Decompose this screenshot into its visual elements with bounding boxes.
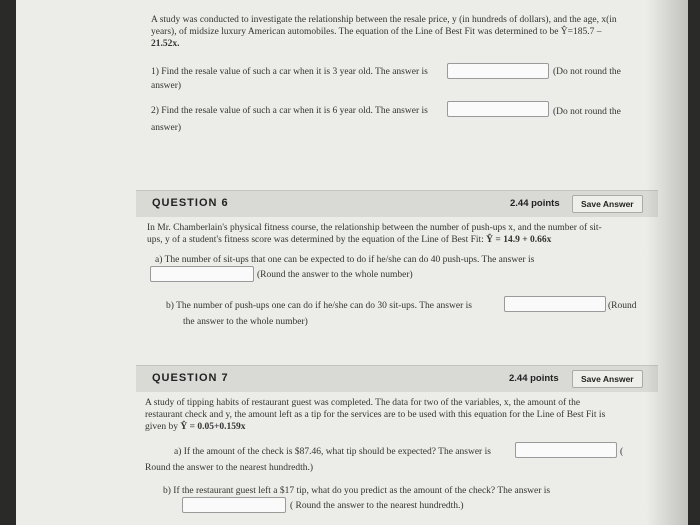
q5-part2-note: (Do not round the (553, 107, 621, 117)
q6-part-a-note: (Round the answer to the whole number) (257, 270, 413, 280)
q7-part-b-answer-input[interactable] (182, 497, 286, 513)
q5-intro-line3: 21.52x. (151, 39, 180, 49)
q6-part-a-text: a) The number of sit-ups that one can be expected to do if he/she can do 40 push-ups. The answer is (155, 255, 535, 265)
question-7-title: QUESTION 7 (152, 372, 229, 384)
q5-part1-text: 1) Find the resale value of such a car when it is 3 year old. The answer is (151, 67, 428, 77)
q5-intro (151, 14, 661, 50)
q6-intro-line2: ups, y of a student's fitness score was determined by the equation of the Line of Best Fit: (147, 235, 487, 245)
q5-part1-note: (Do not round the (553, 67, 621, 77)
q7-intro (145, 397, 659, 433)
question-7-save-button[interactable]: Save Answer (572, 370, 643, 388)
question-6-points: 2.44 points (510, 198, 560, 209)
q6-equation: Ŷ = 14.9 + 0.66x (486, 235, 552, 245)
assessment-page (16, 0, 688, 525)
q5-intro-line1: A study was conducted to investigate the relationship between the resale price, y (in hundreds of dollars), and the age, x(in (151, 15, 617, 25)
q5-intro-line2: years), of midsize luxury American automobiles. The equation of the Line of Best Fit was determined to be Ŷ=185.7 – (151, 27, 602, 37)
q6-part-b-note: (Round (608, 301, 637, 311)
q7-intro-line1: A study of tipping habits of restaurant guest was completed. The data for two of the variables, x, the amount of the (145, 398, 581, 408)
q7-part-b-note: ( Round the answer to the nearest hundredth.) (290, 501, 464, 511)
q6-part-a-answer-input[interactable] (150, 266, 254, 282)
question-6-save-button[interactable]: Save Answer (572, 195, 643, 213)
q5-part2-text: 2) Find the resale value of such a car when it is 6 year old. The answer is (151, 106, 428, 116)
q7-intro-line2: restaurant check and y, the amount left as a tip for the services are to be used with this equation for the Line of Best Fit is (145, 410, 606, 420)
q7-equation: Ŷ = 0.05+0.159x (180, 422, 246, 432)
q6-part-b-answer-input[interactable] (504, 296, 606, 312)
q5-part1-note-cont: answer) (151, 81, 182, 91)
q7-part-a-note: Round the answer to the nearest hundredth.) (145, 463, 314, 473)
q6-part-b-text: b) The number of push-ups one can do if he/she can do 30 sit-ups. The answer is (166, 301, 472, 311)
q7-part-a-answer-input[interactable] (515, 442, 617, 458)
question-7-points: 2.44 points (509, 373, 559, 384)
q7-part-b-text: b) If the restaurant guest left a $17 tip, what do you predict as the amount of the check? The answer is (163, 486, 551, 496)
question-6-title: QUESTION 6 (152, 197, 229, 209)
q7-intro-line3: given by (145, 422, 181, 432)
question-6-header (136, 190, 658, 217)
q5-part2-note-cont: answer) (151, 123, 182, 133)
q7-part-a-text: a) If the amount of the check is $87.46, what tip should be expected? The answer is (174, 447, 491, 457)
q6-intro (147, 222, 659, 246)
q5-part2-answer-input[interactable] (447, 101, 549, 117)
question-7-header (136, 365, 658, 392)
q5-part1-answer-input[interactable] (447, 63, 549, 79)
q6-intro-line1: In Mr. Chamberlain's physical fitness course, the relationship between the number of push-ups x, and the number of sit- (147, 223, 602, 233)
q7-part-a-tail: ( (620, 447, 624, 457)
q6-part-b-note-cont: the answer to the whole number) (183, 317, 308, 327)
